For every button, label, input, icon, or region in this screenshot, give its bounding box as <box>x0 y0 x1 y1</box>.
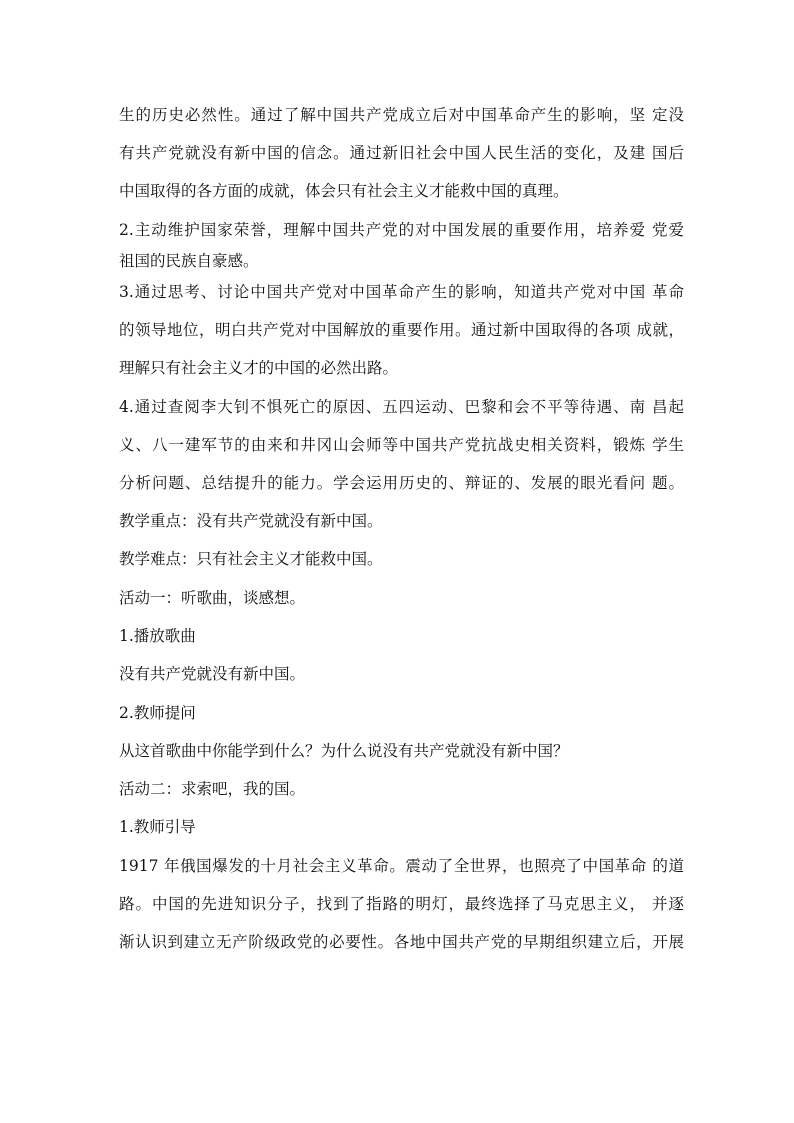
paragraph-line: 没有共产党就没有新中国。 <box>119 665 306 683</box>
paragraph-line: 中国取得的各方面的成就，体会只有社会主义才能救中国的真理。 <box>119 182 569 200</box>
paragraph-line: 4.通过查阅李大钊不惧死亡的原因、五四运动、巴黎和会不平等待遇、南 昌起 <box>119 398 684 416</box>
paragraph-line: 1917 年俄国爆发的十月社会主义革命。震动了全世界，也照亮了中国革命 的道 <box>119 857 684 875</box>
paragraph-line: 分析问题、总结提升的能力。学会运用历史的、辩证的、发展的眼光看问 题。 <box>119 474 684 492</box>
paragraph-line: 路。中国的先进知识分子，找到了指路的明灯，最终选择了马克思主义， 并逐 <box>119 895 684 913</box>
step-heading: 1.教师引导 <box>119 818 196 836</box>
teaching-difficulty: 教学难点：只有社会主义才能救中国。 <box>119 550 383 568</box>
paragraph-line: 有共产党就没有新中国的信念。通过新旧社会中国人民生活的变化，及建 国后 <box>119 144 684 162</box>
activity-two-heading: 活动二：求索吧，我的国。 <box>119 780 306 798</box>
paragraph-line: 的领导地位，明白共产党对中国解放的重要作用。通过新中国取得的各项 成就， <box>119 321 684 339</box>
paragraph-line: 理解只有社会主义才的中国的必然出路。 <box>119 359 399 377</box>
activity-one-heading: 活动一：听歌曲，谈感想。 <box>119 589 306 607</box>
paragraph-line: 2.主动维护国家荣誉，理解中国共产党的对中国发展的重要作用，培养爱 党爱 <box>119 221 684 239</box>
paragraph-line: 义、八一建军节的由来和井冈山会师等中国共产党抗战史相关资料，锻炼 学生 <box>119 436 684 454</box>
paragraph-line: 祖国的民族自豪感。 <box>119 252 259 270</box>
teaching-focus: 教学重点：没有共产党就没有新中国。 <box>119 512 383 530</box>
document-body <box>119 100 684 965</box>
paragraph-line: 3.通过思考、讨论中国共产党对中国革命产生的影响，知道共产党对中国 革命 <box>119 283 684 301</box>
paragraph-line: 从这首歌曲中你能学到什么？为什么说没有共产党就没有新中国？ <box>119 742 569 760</box>
paragraph-line: 渐认识到建立无产阶级政党的必要性。各地中国共产党的早期组织建立后，开展 <box>119 933 684 951</box>
paragraph-line: 生的历史必然性。通过了解中国共产党成立后对中国革命产生的影响，坚 定没 <box>119 106 684 124</box>
step-heading: 2.教师提问 <box>119 704 196 722</box>
step-heading: 1.播放歌曲 <box>119 627 196 645</box>
